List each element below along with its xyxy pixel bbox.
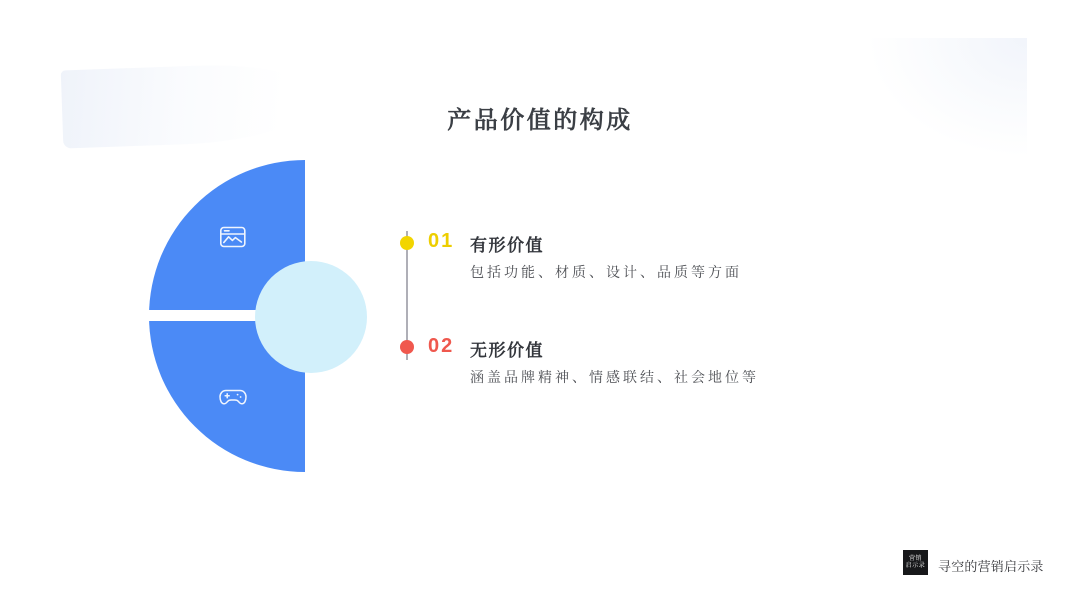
timeline-dot-2 [400, 340, 414, 354]
timeline-dot-1 [400, 236, 414, 250]
brand-logo-line2: 启示录 [905, 562, 926, 569]
item-heading-2: 无形价值 [470, 341, 544, 360]
item-description-1: 包括功能、材质、设计、品质等方面 [470, 264, 742, 280]
page-title: 产品价值的构成 [447, 107, 633, 134]
brand-name: 寻空的营销启示录 [938, 559, 1044, 574]
item-description-2: 涵盖品牌精神、情感联结、社会地位等 [470, 369, 759, 385]
item-heading-1: 有形价值 [470, 236, 544, 255]
center-circle [255, 261, 367, 373]
product-value-semicircle-graphic [145, 155, 375, 485]
brand-logo [903, 550, 928, 575]
timeline [399, 228, 415, 368]
item-number-1: 01 [428, 230, 455, 252]
brand-logo-line1: 营销 [908, 555, 922, 562]
item-number-2: 02 [428, 335, 455, 357]
